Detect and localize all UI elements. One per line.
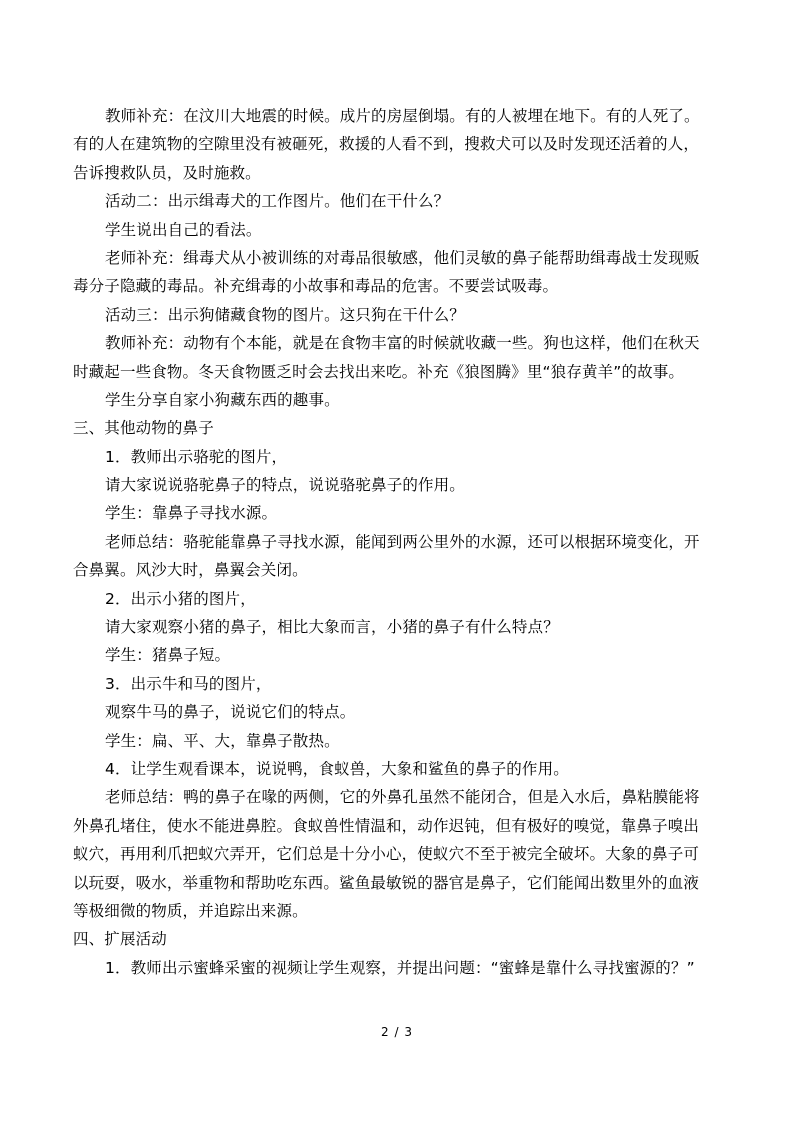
- text-line: 教师补充：在汶川大地震的时候。成片的房屋倒塌。有的人被埋在地下。有的人死了。: [105, 107, 700, 125]
- text-line: 活动三：出示狗储藏食物的图片。这只狗在干什么？: [105, 305, 465, 324]
- text-line: 合鼻翼。风沙大时，鼻翼会关闭。: [73, 561, 308, 580]
- text-line: 1．教师出示骆驼的图片，: [105, 447, 288, 466]
- text-line: 4．让学生观看课本，说说鸭，食蚁兽，大象和鲨鱼的鼻子的作用。: [105, 759, 569, 778]
- text-line: 以玩耍，吸水，举重物和帮助吃东西。鲨鱼最敏锐的器官是鼻子，它们能闻出数里外的血液: [73, 873, 700, 892]
- text-line: 请大家说说骆驼鼻子的特点，说说骆驼鼻子的作用。: [105, 476, 465, 495]
- text-line: 学生分享自家小狗藏东西的趣事。: [105, 390, 340, 409]
- text-line: 活动二：出示缉毒犬的工作图片。他们在干什么？: [105, 192, 450, 211]
- text-line: 有的人在建筑物的空隙里没有被砸死，救援的人看不到，搜救犬可以及时发现还活着的人，: [73, 135, 700, 154]
- text-line: 毒分子隐藏的毒品。补充缉毒的小故事和毒品的危害。不要尝试吸毒。: [73, 277, 559, 296]
- text-line: 外鼻孔堵住，使水不能进鼻腔。食蚁兽性情温和，动作迟钝，但有极好的嗅觉，靠鼻子嗅出: [73, 816, 700, 835]
- text-line: 教师补充：动物有个本能，就是在食物丰富的时候就收藏一些。狗也这样，他们在秋天: [105, 334, 700, 353]
- text-line: 四、扩展活动: [73, 930, 167, 949]
- text-line: 学生：扁、平、大，靠鼻子散热。: [105, 731, 340, 750]
- text-line: 老师总结：鸭的鼻子在喙的两侧，它的外鼻孔虽然不能闭合，但是入水后，鼻粘膜能将: [105, 788, 700, 807]
- page-number: 2 / 3: [381, 1025, 413, 1039]
- text-line: 3．出示牛和马的图片，: [105, 674, 272, 693]
- text-line: 老师补充：缉毒犬从小被训练的对毒品很敏感，他们灵敏的鼻子能帮助缉毒战士发现贩: [105, 248, 700, 267]
- text-line: 请大家观察小猪的鼻子，相比大象而言，小猪的鼻子有什么特点？: [105, 618, 559, 637]
- text-line: 时藏起一些食物。冬天食物匮乏时会去找出来吃。补充《狼图腾》里“狼存黄羊”的故事。: [73, 362, 685, 381]
- text-line: 等极细微的物质，并追踪出来源。: [73, 901, 308, 920]
- text-line: 三、其他动物的鼻子: [73, 419, 214, 438]
- document-body: [73, 102, 723, 982]
- text-line: 学生说出自己的看法。: [105, 220, 262, 239]
- text-line: 学生：猪鼻子短。: [105, 646, 231, 665]
- text-line: 老师总结：骆驼能靠鼻子寻找水源，能闻到两公里外的水源，还可以根据环境变化，开: [105, 532, 700, 551]
- text-line: 观察牛马的鼻子，说说它们的特点。: [105, 703, 356, 722]
- text-line: 告诉搜救队员，及时施救。: [73, 163, 261, 182]
- text-line: 学生：靠鼻子寻找水源。: [105, 504, 278, 523]
- text-line: 蚁穴，再用利爪把蚁穴弄开，它们总是十分小心，使蚁穴不至于被完全破坏。大象的鼻子可: [73, 845, 700, 864]
- text-line: 1．教师出示蜜蜂采蜜的视频让学生观察，并提出问题：“蜜蜂是靠什么寻找蜜源的？”: [105, 958, 695, 977]
- text-line: 2．出示小猪的图片，: [105, 589, 256, 608]
